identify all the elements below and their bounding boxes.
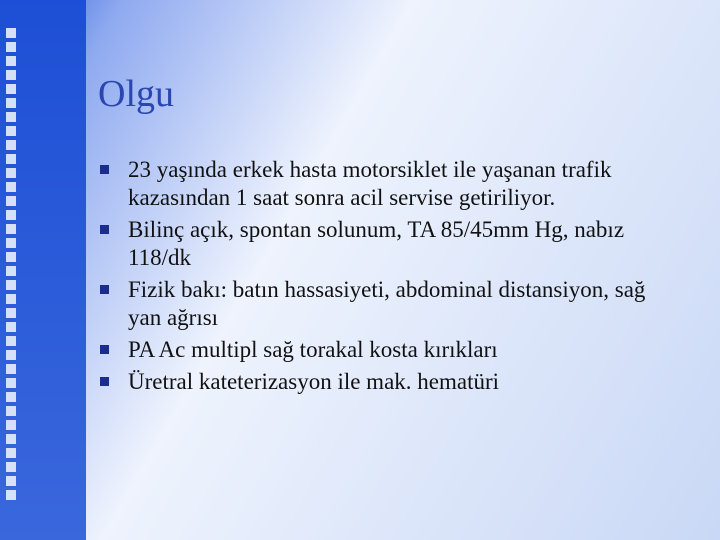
bullet-text: Üretral kateterizasyon ile mak. hematüri [128,369,500,394]
bullet-item [100,276,680,332]
square-bullet-icon [100,285,109,294]
bullet-text: Fizik bakı: batın hassasiyeti, abdominal distansiyon, sağ yan ağrısı [128,277,646,330]
bullet-item [100,216,680,272]
bullet-text: Bilinç açık, spontan solunum, TA 85/45mm Hg, nabız 118/dk [128,217,625,270]
left-decorative-band [0,0,86,540]
bullet-item [100,156,680,212]
square-bullet-icon [100,345,109,354]
bullet-item [100,368,680,396]
bullet-item [100,336,680,364]
bullet-text: PA Ac multipl sağ torakal kosta kırıkları [128,337,498,362]
square-bullet-icon [100,225,109,234]
bullet-text: 23 yaşında erkek hasta motorsiklet ile yaşanan trafik kazasından 1 saat sonra acil servise getiriliyor. [128,157,612,210]
bullet-list [100,156,680,400]
decorative-square-column [6,28,18,504]
square-bullet-icon [100,165,109,174]
slide-title: Olgu [98,73,174,115]
square-bullet-icon [100,377,109,386]
